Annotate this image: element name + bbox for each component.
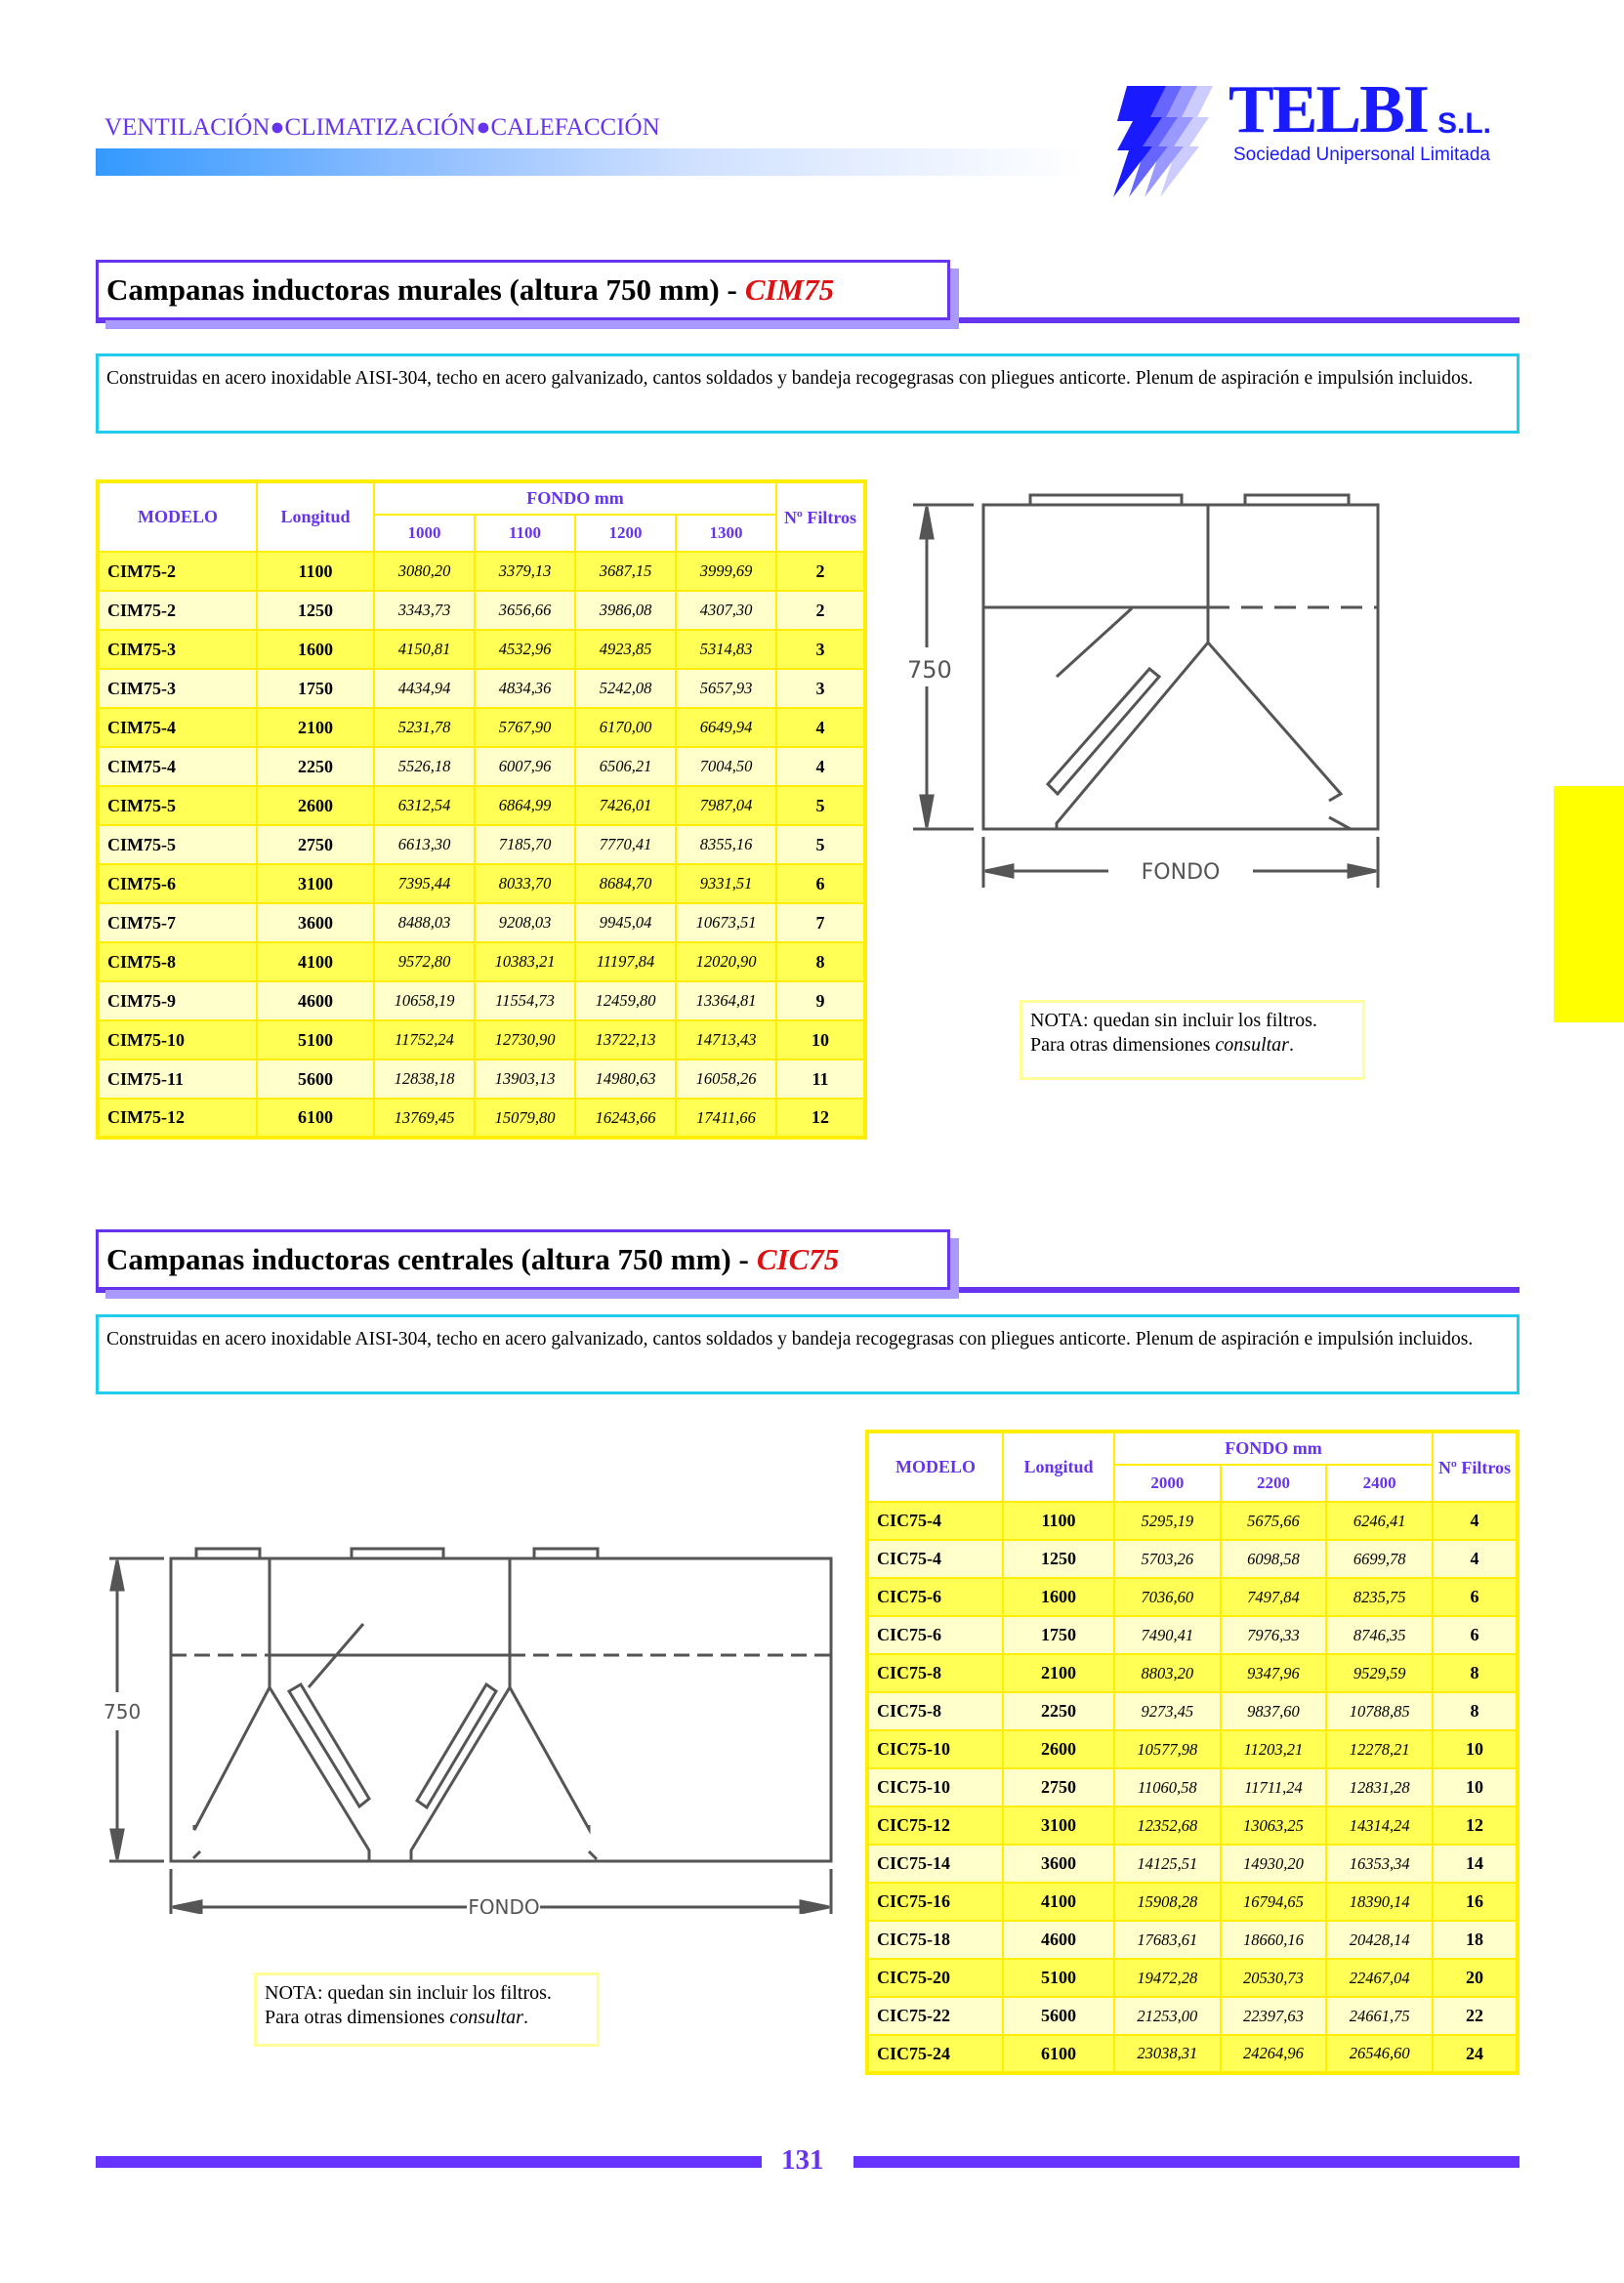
price-cell: 5675,66 [1221, 1502, 1327, 1540]
table-row [867, 1730, 1518, 1768]
price-cell: 4834,36 [475, 669, 575, 708]
price-cell: 13364,81 [676, 981, 776, 1020]
table-row [867, 1997, 1518, 2035]
price-cell: 11554,73 [475, 981, 575, 1020]
price-cell: 9331,51 [676, 864, 776, 903]
col-header-length: Longitud [1003, 1432, 1114, 1502]
length-cell: 4100 [257, 942, 374, 981]
price-cell: 16794,65 [1221, 1883, 1327, 1921]
footer-bar-left [96, 2156, 762, 2168]
price-cell: 9572,80 [374, 942, 475, 981]
price-cell: 14125,51 [1114, 1845, 1221, 1883]
filters-cell: 24 [1433, 2035, 1518, 2073]
price-cell: 12838,18 [374, 1059, 475, 1099]
price-cell: 10383,21 [475, 942, 575, 981]
model-cell: CIC75-10 [867, 1768, 1003, 1806]
price-cell: 10658,19 [374, 981, 475, 1020]
length-cell: 1750 [257, 669, 374, 708]
price-cell: 6506,21 [575, 747, 676, 786]
length-cell: 2600 [257, 786, 374, 825]
col-header-fondo-1300: 1300 [676, 515, 776, 552]
table-row [98, 1020, 865, 1059]
price-cell: 5657,93 [676, 669, 776, 708]
table-row [867, 1921, 1518, 1959]
model-cell: CIM75-12 [98, 1099, 257, 1138]
price-cell: 4150,81 [374, 630, 475, 669]
price-cell: 6098,58 [1221, 1540, 1327, 1578]
filters-cell: 10 [1433, 1768, 1518, 1806]
length-cell: 3600 [257, 903, 374, 942]
price-cell: 3379,13 [475, 552, 575, 591]
price-cell: 11752,24 [374, 1020, 475, 1059]
table-row [98, 903, 865, 942]
length-cell: 3600 [1003, 1845, 1114, 1883]
length-cell: 6100 [1003, 2035, 1114, 2073]
note-line2: Para otras dimensiones consultar. [1030, 1034, 1294, 1056]
price-table-cim75 [96, 479, 867, 1140]
price-cell: 8235,75 [1326, 1578, 1433, 1616]
col-header-fondo: FONDO mm [1114, 1432, 1433, 1465]
price-cell: 16058,26 [676, 1059, 776, 1099]
price-cell: 8684,70 [575, 864, 676, 903]
table-row [98, 1099, 865, 1138]
tagline-separator: ● [476, 114, 491, 141]
filters-cell: 22 [1433, 1997, 1518, 2035]
col-header-fondo-1000: 1000 [374, 515, 475, 552]
price-cell: 8746,35 [1326, 1616, 1433, 1654]
filters-cell: 14 [1433, 1845, 1518, 1883]
length-cell: 1600 [1003, 1578, 1114, 1616]
length-cell: 2750 [1003, 1768, 1114, 1806]
price-cell: 22397,63 [1221, 1997, 1327, 2035]
logo-brand-name: TELBI [1228, 72, 1428, 147]
side-index-tab [1554, 786, 1624, 1022]
price-cell: 3687,15 [575, 552, 676, 591]
model-cell: CIM75-5 [98, 786, 257, 825]
price-cell: 8033,70 [475, 864, 575, 903]
filters-cell: 10 [776, 1020, 865, 1059]
filters-cell: 4 [776, 747, 865, 786]
model-cell: CIM75-11 [98, 1059, 257, 1099]
length-cell: 4600 [257, 981, 374, 1020]
model-cell: CIM75-4 [98, 708, 257, 747]
table-row [98, 708, 865, 747]
tagline-calefaccion: CALEFACCIÓN [490, 114, 660, 141]
price-cell: 24661,75 [1326, 1997, 1433, 2035]
filters-cell: 16 [1433, 1883, 1518, 1921]
price-cell: 7426,01 [575, 786, 676, 825]
price-cell: 5295,19 [1114, 1502, 1221, 1540]
hood-outline [983, 495, 1378, 829]
col-header-length: Longitud [257, 481, 374, 552]
length-cell: 1250 [1003, 1540, 1114, 1578]
price-cell: 15079,80 [475, 1099, 575, 1138]
model-cell: CIC75-18 [867, 1921, 1003, 1959]
length-cell: 3100 [257, 864, 374, 903]
cic75-drawing [96, 1533, 857, 1914]
tagline-climatizacion: CLIMATIZACIÓN [284, 114, 477, 141]
price-cell: 14314,24 [1326, 1806, 1433, 1845]
price-cell: 3656,66 [475, 591, 575, 630]
price-cell: 21253,00 [1114, 1997, 1221, 2035]
price-cell: 4923,85 [575, 630, 676, 669]
filters-cell: 2 [776, 552, 865, 591]
table-row [867, 1883, 1518, 1921]
length-cell: 1600 [257, 630, 374, 669]
model-cell: CIM75-9 [98, 981, 257, 1020]
filters-cell: 4 [1433, 1540, 1518, 1578]
price-cell: 12730,90 [475, 1020, 575, 1059]
length-cell: 2100 [1003, 1654, 1114, 1692]
filters-cell: 6 [776, 864, 865, 903]
model-cell: CIC75-20 [867, 1959, 1003, 1997]
price-cell: 19472,28 [1114, 1959, 1221, 1997]
price-cell: 13903,13 [475, 1059, 575, 1099]
model-cell: CIC75-10 [867, 1730, 1003, 1768]
lightning-bolt-icon [1103, 82, 1221, 199]
price-cell: 5703,26 [1114, 1540, 1221, 1578]
table-row [98, 552, 865, 591]
filters-cell: 5 [776, 825, 865, 864]
note-line2: Para otras dimensiones consultar. [265, 2007, 528, 2028]
note-box [1020, 1000, 1365, 1080]
price-cell: 6170,00 [575, 708, 676, 747]
model-cell: CIC75-12 [867, 1806, 1003, 1845]
price-cell: 17683,61 [1114, 1921, 1221, 1959]
model-cell: CIC75-8 [867, 1692, 1003, 1730]
col-header-model: MODELO [867, 1432, 1003, 1502]
length-cell: 4600 [1003, 1921, 1114, 1959]
table-row [98, 864, 865, 903]
price-cell: 7004,50 [676, 747, 776, 786]
length-cell: 3100 [1003, 1806, 1114, 1845]
price-cell: 12278,21 [1326, 1730, 1433, 1768]
model-cell: CIM75-6 [98, 864, 257, 903]
price-cell: 10788,85 [1326, 1692, 1433, 1730]
length-cell: 5600 [1003, 1997, 1114, 2035]
length-cell: 2250 [257, 747, 374, 786]
filters-cell: 3 [776, 669, 865, 708]
price-cell: 9347,96 [1221, 1654, 1327, 1692]
table-row [98, 825, 865, 864]
footer-bar-right [854, 2156, 1520, 2168]
col-header-fondo-2000: 2000 [1114, 1465, 1221, 1502]
table-row [867, 1502, 1518, 1540]
table-row [867, 1768, 1518, 1806]
length-cell: 1100 [257, 552, 374, 591]
filters-cell: 3 [776, 630, 865, 669]
price-cell: 15908,28 [1114, 1883, 1221, 1921]
price-cell: 11711,24 [1221, 1768, 1327, 1806]
table-row [867, 2035, 1518, 2073]
price-cell: 5242,08 [575, 669, 676, 708]
price-cell: 3080,20 [374, 552, 475, 591]
length-cell: 5100 [257, 1020, 374, 1059]
table-row [98, 981, 865, 1020]
section-description: Construidas en acero inoxidable AISI-304, techo en acero galvanizado, cantos soldados y bandeja recogegrasas con pliegues anticorte. Plenum de aspiración e impulsión incluidos. [96, 1314, 1520, 1394]
model-cell: CIM75-7 [98, 903, 257, 942]
price-cell: 13769,45 [374, 1099, 475, 1138]
price-cell: 18660,16 [1221, 1921, 1327, 1959]
col-header-fondo-2400: 2400 [1326, 1465, 1433, 1502]
price-cell: 7770,41 [575, 825, 676, 864]
price-cell: 11197,84 [575, 942, 676, 981]
length-cell: 6100 [257, 1099, 374, 1138]
price-cell: 9837,60 [1221, 1692, 1327, 1730]
col-header-fondo: FONDO mm [374, 481, 776, 515]
model-cell: CIM75-10 [98, 1020, 257, 1059]
price-cell: 17411,66 [676, 1099, 776, 1138]
col-header-filters: Nº Filtros [1433, 1432, 1518, 1502]
col-header-model: MODELO [98, 481, 257, 552]
price-cell: 6699,78 [1326, 1540, 1433, 1578]
table-row [98, 669, 865, 708]
filters-cell: 2 [776, 591, 865, 630]
model-cell: CIM75-2 [98, 591, 257, 630]
price-cell: 6613,30 [374, 825, 475, 864]
header-gradient-bar [96, 148, 1082, 176]
price-cell: 14930,20 [1221, 1845, 1327, 1883]
model-cell: CIC75-8 [867, 1654, 1003, 1692]
model-cell: CIC75-4 [867, 1502, 1003, 1540]
filters-cell: 12 [776, 1099, 865, 1138]
col-header-filters: Nº Filtros [776, 481, 865, 552]
model-cell: CIM75-8 [98, 942, 257, 981]
price-cell: 10673,51 [676, 903, 776, 942]
header-tagline [104, 114, 660, 142]
section-title-text: Campanas inductoras murales (altura 750 mm) - [106, 272, 737, 307]
section-title [96, 1229, 950, 1290]
length-cell: 2250 [1003, 1692, 1114, 1730]
price-table-cic75 [865, 1430, 1520, 2075]
filters-cell: 5 [776, 786, 865, 825]
price-cell: 20530,73 [1221, 1959, 1327, 1997]
cim75-drawing [903, 483, 1450, 972]
model-cell: CIM75-3 [98, 630, 257, 669]
filters-cell: 4 [776, 708, 865, 747]
price-cell: 14713,43 [676, 1020, 776, 1059]
price-cell: 6312,54 [374, 786, 475, 825]
price-cell: 8488,03 [374, 903, 475, 942]
price-cell: 18390,14 [1326, 1883, 1433, 1921]
price-cell: 12020,90 [676, 942, 776, 981]
length-cell: 1250 [257, 591, 374, 630]
model-cell: CIM75-5 [98, 825, 257, 864]
model-cell: CIC75-16 [867, 1883, 1003, 1921]
page-number: 131 [781, 2144, 824, 2176]
model-cell: CIM75-4 [98, 747, 257, 786]
model-cell: CIC75-6 [867, 1616, 1003, 1654]
table-row [867, 1578, 1518, 1616]
price-cell: 3999,69 [676, 552, 776, 591]
price-cell: 6007,96 [475, 747, 575, 786]
table-row [98, 786, 865, 825]
price-cell: 7036,60 [1114, 1578, 1221, 1616]
length-cell: 5600 [257, 1059, 374, 1099]
price-cell: 12831,28 [1326, 1768, 1433, 1806]
model-cell: CIC75-24 [867, 2035, 1003, 2073]
height-label: 750 [104, 1700, 142, 1723]
price-cell: 7987,04 [676, 786, 776, 825]
table-row [867, 1654, 1518, 1692]
model-cell: CIC75-6 [867, 1578, 1003, 1616]
model-cell: CIM75-2 [98, 552, 257, 591]
height-label: 750 [907, 656, 952, 684]
filters-cell: 4 [1433, 1502, 1518, 1540]
table-row [867, 1959, 1518, 1997]
model-cell: CIC75-22 [867, 1997, 1003, 2035]
filters-cell: 11 [776, 1059, 865, 1099]
logo-suffix: S.L. [1437, 107, 1492, 140]
filters-cell: 8 [776, 942, 865, 981]
length-cell: 2750 [257, 825, 374, 864]
model-cell: CIC75-4 [867, 1540, 1003, 1578]
price-cell: 20428,14 [1326, 1921, 1433, 1959]
model-cell: CIM75-3 [98, 669, 257, 708]
length-cell: 1100 [1003, 1502, 1114, 1540]
section-code: CIM75 [744, 272, 835, 307]
table-row [867, 1540, 1518, 1578]
price-cell: 7185,70 [475, 825, 575, 864]
filters-cell: 10 [1433, 1730, 1518, 1768]
filters-cell: 12 [1433, 1806, 1518, 1845]
price-cell: 8803,20 [1114, 1654, 1221, 1692]
price-cell: 22467,04 [1326, 1959, 1433, 1997]
tagline-separator: ● [270, 114, 285, 141]
table-row [98, 942, 865, 981]
col-header-fondo-1200: 1200 [575, 515, 676, 552]
price-cell: 9273,45 [1114, 1692, 1221, 1730]
note-box [254, 1972, 600, 2047]
price-cell: 7490,41 [1114, 1616, 1221, 1654]
filters-cell: 6 [1433, 1578, 1518, 1616]
section-title-text: Campanas inductoras centrales (altura 750 mm) - [106, 1242, 749, 1276]
price-cell: 6864,99 [475, 786, 575, 825]
price-cell: 7497,84 [1221, 1578, 1327, 1616]
price-cell: 16243,66 [575, 1099, 676, 1138]
filters-cell: 8 [1433, 1692, 1518, 1730]
table-row [98, 747, 865, 786]
filters-cell: 6 [1433, 1616, 1518, 1654]
col-header-fondo-2200: 2200 [1221, 1465, 1327, 1502]
price-cell: 23038,31 [1114, 2035, 1221, 2073]
length-cell: 1750 [1003, 1616, 1114, 1654]
price-cell: 11060,58 [1114, 1768, 1221, 1806]
table-row [98, 591, 865, 630]
price-cell: 3986,08 [575, 591, 676, 630]
filters-cell: 9 [776, 981, 865, 1020]
width-label: FONDO [1141, 860, 1221, 885]
length-cell: 5100 [1003, 1959, 1114, 1997]
price-cell: 10577,98 [1114, 1730, 1221, 1768]
price-cell: 5314,83 [676, 630, 776, 669]
price-cell: 9945,04 [575, 903, 676, 942]
logo-subtitle: Sociedad Unipersonal Limitada [1233, 145, 1490, 165]
length-cell: 2600 [1003, 1730, 1114, 1768]
filters-cell: 20 [1433, 1959, 1518, 1997]
price-cell: 14980,63 [575, 1059, 676, 1099]
price-cell: 5231,78 [374, 708, 475, 747]
filters-cell: 7 [776, 903, 865, 942]
price-cell: 12352,68 [1114, 1806, 1221, 1845]
table-row [98, 1059, 865, 1099]
price-cell: 7395,44 [374, 864, 475, 903]
price-cell: 4532,96 [475, 630, 575, 669]
col-header-fondo-1100: 1100 [475, 515, 575, 552]
note-line1: NOTA: quedan sin incluir los filtros. [1030, 1010, 1317, 1031]
model-cell: CIC75-14 [867, 1845, 1003, 1883]
length-cell: 4100 [1003, 1883, 1114, 1921]
price-cell: 8355,16 [676, 825, 776, 864]
note-line1: NOTA: quedan sin incluir los filtros. [265, 1982, 552, 2004]
length-cell: 2100 [257, 708, 374, 747]
price-cell: 4307,30 [676, 591, 776, 630]
filters-cell: 18 [1433, 1921, 1518, 1959]
price-cell: 24264,96 [1221, 2035, 1327, 2073]
table-row [867, 1616, 1518, 1654]
table-row [98, 630, 865, 669]
hood-outline [171, 1549, 831, 1861]
section-title [96, 260, 950, 320]
tagline-ventilacion: VENTILACIÓN [104, 114, 271, 141]
price-cell: 12459,80 [575, 981, 676, 1020]
price-cell: 6649,94 [676, 708, 776, 747]
price-cell: 6246,41 [1326, 1502, 1433, 1540]
price-cell: 3343,73 [374, 591, 475, 630]
table-row [867, 1806, 1518, 1845]
price-cell: 5526,18 [374, 747, 475, 786]
table-row [867, 1692, 1518, 1730]
price-cell: 13722,13 [575, 1020, 676, 1059]
price-cell: 4434,94 [374, 669, 475, 708]
company-logo [1103, 72, 1523, 197]
price-cell: 9208,03 [475, 903, 575, 942]
width-label: FONDO [468, 1895, 540, 1914]
price-cell: 7976,33 [1221, 1616, 1327, 1654]
price-cell: 13063,25 [1221, 1806, 1327, 1845]
price-cell: 9529,59 [1326, 1654, 1433, 1692]
price-cell: 26546,60 [1326, 2035, 1433, 2073]
price-cell: 5767,90 [475, 708, 575, 747]
table-row [867, 1845, 1518, 1883]
section-code: CIC75 [756, 1242, 840, 1276]
price-cell: 11203,21 [1221, 1730, 1327, 1768]
filters-cell: 8 [1433, 1654, 1518, 1692]
price-cell: 16353,34 [1326, 1845, 1433, 1883]
section-description: Construidas en acero inoxidable AISI-304, techo en acero galvanizado, cantos soldados y bandeja recogegrasas con pliegues anticorte. Plenum de aspiración e impulsión incluidos. [96, 353, 1520, 434]
